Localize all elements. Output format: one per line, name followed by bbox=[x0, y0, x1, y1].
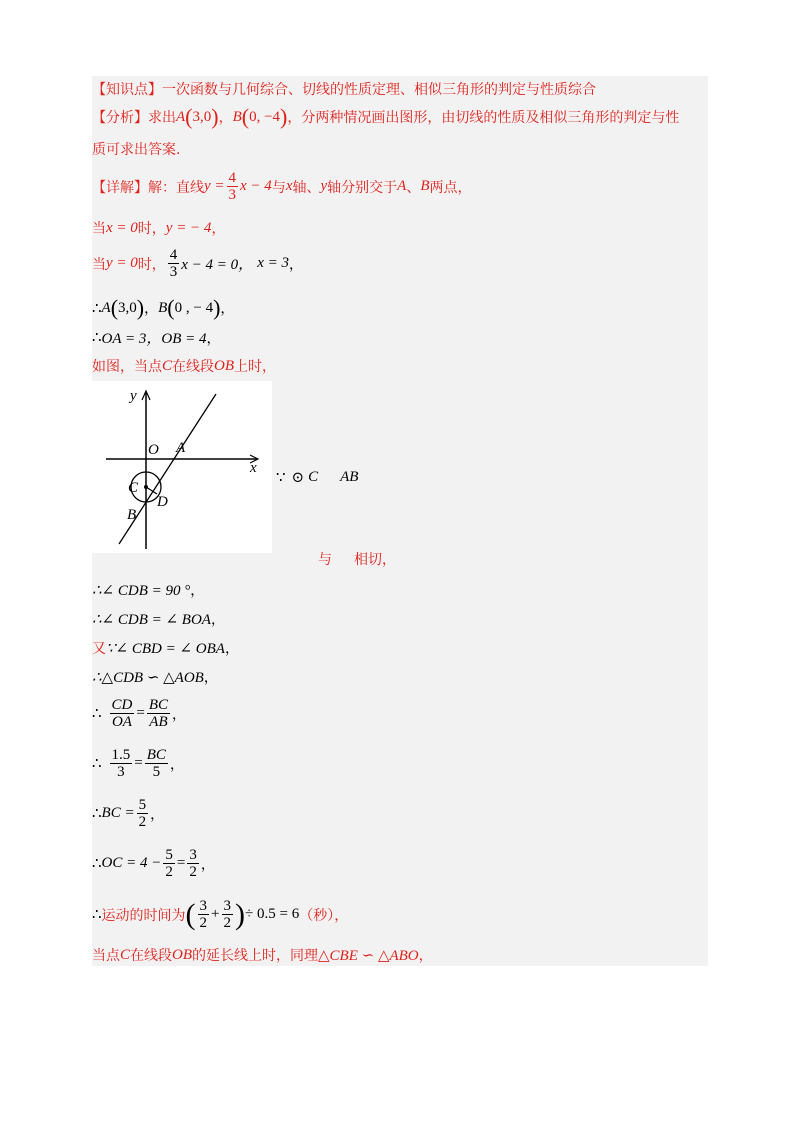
frac-den: 2 bbox=[223, 915, 232, 931]
step-3 bbox=[92, 297, 234, 319]
line-ab-label: AB bbox=[340, 469, 359, 485]
frac-den: 2 bbox=[189, 864, 197, 880]
paren-open: ( bbox=[110, 295, 119, 320]
step-end: ， bbox=[211, 221, 226, 237]
case-1 bbox=[92, 356, 276, 376]
point-b-label: B bbox=[420, 178, 430, 194]
point-c-label: C bbox=[162, 357, 173, 374]
therefore-symbol: ∴ bbox=[92, 706, 102, 722]
step-expr: y = 0 bbox=[106, 255, 138, 271]
detail-line bbox=[92, 170, 472, 203]
frac-num: 3 bbox=[189, 847, 197, 863]
y-var: y bbox=[320, 178, 328, 194]
fraction bbox=[222, 898, 234, 931]
point-c-label: C bbox=[120, 946, 131, 963]
step-expr: ∴△CDB ∽ △AOB bbox=[92, 669, 204, 686]
analysis-tag: 【分析】 bbox=[92, 110, 148, 126]
fraction bbox=[198, 898, 210, 931]
step-end: ， bbox=[418, 948, 433, 964]
fraction bbox=[145, 747, 168, 780]
a-coord: 3,0 bbox=[118, 299, 137, 316]
point-a-label: A bbox=[176, 108, 186, 125]
fraction bbox=[110, 697, 135, 730]
frac-num: CD bbox=[111, 697, 133, 713]
therefore-symbol: ∴ bbox=[92, 907, 102, 923]
case-text: 在线段 bbox=[130, 948, 173, 964]
paren-close: ) bbox=[280, 104, 288, 129]
equals: = bbox=[134, 755, 143, 771]
step-end: ， bbox=[150, 806, 165, 823]
origin-label: O bbox=[148, 442, 159, 458]
step-end: ， bbox=[210, 612, 225, 628]
frac-num: BC bbox=[148, 697, 169, 713]
because-symbol: ∵ bbox=[276, 470, 286, 486]
frac-den: AB bbox=[149, 714, 168, 730]
eq-rhs: x − 4 bbox=[240, 178, 272, 194]
frac-den: 3 bbox=[117, 764, 125, 780]
detail-sep: 、 bbox=[406, 179, 421, 196]
equals: = bbox=[136, 705, 145, 721]
knowledge-text: 一次函数与几何综合、切线的性质定理、相似三角形的判定与性质综合 bbox=[162, 82, 596, 98]
step-s3 bbox=[92, 638, 239, 658]
fraction bbox=[187, 847, 199, 880]
x-axis-label: x bbox=[250, 460, 257, 476]
step-expr: ∴∠ CDB = 90 ° bbox=[92, 582, 191, 599]
case-text: 的延长线上时，同理 bbox=[192, 948, 319, 964]
detail-tag: 【详解】 bbox=[92, 179, 148, 196]
step-2 bbox=[92, 247, 303, 280]
step-text: 当 bbox=[92, 256, 106, 273]
b-coord: 0, −4 bbox=[249, 108, 281, 125]
case-text: 当点 bbox=[92, 948, 120, 964]
step-s9 bbox=[92, 898, 348, 931]
frac-den: 3 bbox=[228, 187, 237, 203]
analysis-line-2: 质可求出答案. bbox=[92, 142, 181, 158]
paren-open: ( bbox=[185, 104, 193, 129]
circle-symbol: ⊙ bbox=[291, 470, 305, 486]
point-b-label: B bbox=[232, 108, 242, 125]
step-s2 bbox=[92, 609, 225, 629]
step-text: 时， bbox=[137, 221, 166, 237]
step-expr: BC = bbox=[101, 805, 135, 821]
knowledge-tag: 【知识点】 bbox=[92, 82, 162, 98]
frac-num: 3 bbox=[199, 898, 208, 914]
paren-open: ( bbox=[167, 295, 175, 320]
frac-num: BC bbox=[146, 747, 166, 763]
frac-num: 5 bbox=[138, 797, 147, 813]
paren-close: ) bbox=[213, 295, 221, 320]
fraction bbox=[137, 797, 149, 830]
case-text: 在线段 bbox=[172, 359, 215, 375]
y-axis-label: y bbox=[130, 388, 137, 404]
analysis-rest: ，分两种情况画出图形，由切线的性质及相似三角形的判定与性 bbox=[287, 110, 680, 126]
point-d-label: D bbox=[157, 494, 168, 510]
eq-lhs: y = bbox=[204, 178, 225, 194]
step-expr: OA = 3，OB = 4 bbox=[101, 331, 207, 347]
step-expr: ∵∠ CBD = ∠ OBA bbox=[106, 640, 225, 657]
therefore-symbol: ∴ bbox=[92, 806, 102, 822]
case-text: 上时， bbox=[234, 359, 277, 375]
therefore-symbol: ∴ bbox=[92, 856, 102, 872]
fraction bbox=[227, 170, 239, 203]
step-unit: （秒）， bbox=[299, 907, 349, 924]
step-4 bbox=[92, 327, 221, 348]
case-text: 如图，当点 bbox=[92, 359, 162, 375]
therefore-symbol: ∴ bbox=[92, 300, 102, 317]
frac-num: 1.5 bbox=[111, 747, 131, 763]
paren-open: ( bbox=[241, 104, 250, 129]
step-end: ， bbox=[288, 256, 303, 273]
point-a-label: A bbox=[101, 299, 111, 316]
tangent-text: 相切， bbox=[354, 552, 396, 568]
step-expr: x = 0 bbox=[106, 219, 138, 236]
fraction bbox=[163, 847, 175, 880]
step-end: ， bbox=[203, 670, 218, 686]
point-b-label: B bbox=[158, 299, 168, 316]
detail-text: 与 bbox=[271, 179, 286, 196]
point-b-label: B bbox=[127, 507, 137, 523]
coordinate-diagram bbox=[92, 381, 272, 553]
analysis-prefix: 求出 bbox=[148, 110, 176, 126]
step-s4 bbox=[92, 667, 218, 687]
analysis-line-1 bbox=[92, 106, 679, 128]
step-end: ， bbox=[172, 706, 187, 723]
x-var: x bbox=[285, 178, 293, 194]
frac-den: 2 bbox=[138, 814, 147, 830]
knowledge-line bbox=[92, 79, 596, 99]
step-expr: ∴∠ CDB = ∠ BOA bbox=[92, 611, 211, 628]
point-c-label: C bbox=[308, 469, 319, 485]
b-coord: 0 , − 4 bbox=[174, 299, 214, 316]
frac-den: OA bbox=[111, 714, 132, 730]
step-end: ， bbox=[206, 330, 221, 347]
paren-open: ( bbox=[185, 897, 196, 931]
tangent-line-2 bbox=[318, 549, 396, 569]
similarity-relation: △CBE ∽ △ABO bbox=[318, 947, 419, 964]
plus: + bbox=[211, 906, 220, 922]
tangent-line-1 bbox=[276, 468, 358, 487]
step-1 bbox=[92, 218, 225, 238]
step-s8 bbox=[92, 847, 215, 880]
step-s6 bbox=[92, 747, 184, 780]
step-end: ， bbox=[169, 756, 184, 773]
separator: ， bbox=[218, 110, 233, 126]
step-end: ， bbox=[200, 856, 215, 873]
detail-text: 轴分别交于 bbox=[327, 179, 398, 196]
geometry-figure bbox=[92, 381, 272, 553]
case-2 bbox=[92, 945, 433, 965]
frac-num: 4 bbox=[228, 170, 237, 186]
segment-ob-label: OB bbox=[214, 357, 235, 374]
point-c-label: C bbox=[128, 480, 139, 496]
step-text: 当 bbox=[92, 221, 106, 237]
frac-den: 5 bbox=[152, 764, 161, 780]
step-end: ， bbox=[190, 583, 205, 599]
frac-num: 5 bbox=[165, 847, 173, 863]
paren-close: ) bbox=[211, 104, 219, 129]
step-end: ， bbox=[224, 641, 239, 657]
step-s7 bbox=[92, 797, 164, 830]
therefore-symbol: ∴ bbox=[92, 330, 102, 346]
paren-close: ) bbox=[136, 295, 145, 320]
point-a-label: A bbox=[397, 178, 407, 194]
step-result: x = 3 bbox=[257, 255, 289, 271]
segment-ob-label: OB bbox=[172, 946, 193, 963]
detail-text: 轴、 bbox=[292, 179, 321, 196]
fraction bbox=[147, 697, 170, 730]
step-expr: x − 4 = 0， bbox=[181, 257, 254, 273]
step-end: ， bbox=[220, 301, 235, 317]
detail-text: 两点， bbox=[429, 179, 472, 196]
frac-num: 3 bbox=[223, 898, 232, 914]
equals: = bbox=[176, 855, 186, 871]
paren-close: ) bbox=[235, 897, 246, 931]
fraction bbox=[168, 247, 180, 280]
tangent-text: 与 bbox=[318, 552, 332, 568]
step-result: y = − 4 bbox=[165, 219, 212, 236]
step-expr: OC = 4 − bbox=[101, 855, 162, 871]
step-text: 又 bbox=[92, 641, 106, 657]
step-expr: ÷ 0.5 = 6 bbox=[245, 906, 300, 922]
detail-intro: 解：直线 bbox=[148, 179, 204, 196]
step-text: 运动的时间为 bbox=[101, 907, 186, 924]
frac-den: 2 bbox=[199, 915, 208, 931]
frac-den: 3 bbox=[169, 264, 178, 280]
separator: ， bbox=[144, 301, 159, 317]
therefore-symbol: ∴ bbox=[92, 756, 102, 772]
point-a-label: A bbox=[176, 440, 186, 456]
fraction bbox=[110, 747, 133, 780]
step-s5 bbox=[92, 697, 186, 730]
frac-den: 2 bbox=[165, 864, 173, 880]
step-s1 bbox=[92, 580, 204, 600]
frac-num: 4 bbox=[169, 247, 178, 263]
step-text: 时， bbox=[137, 256, 166, 273]
a-coord: 3,0 bbox=[192, 108, 212, 125]
